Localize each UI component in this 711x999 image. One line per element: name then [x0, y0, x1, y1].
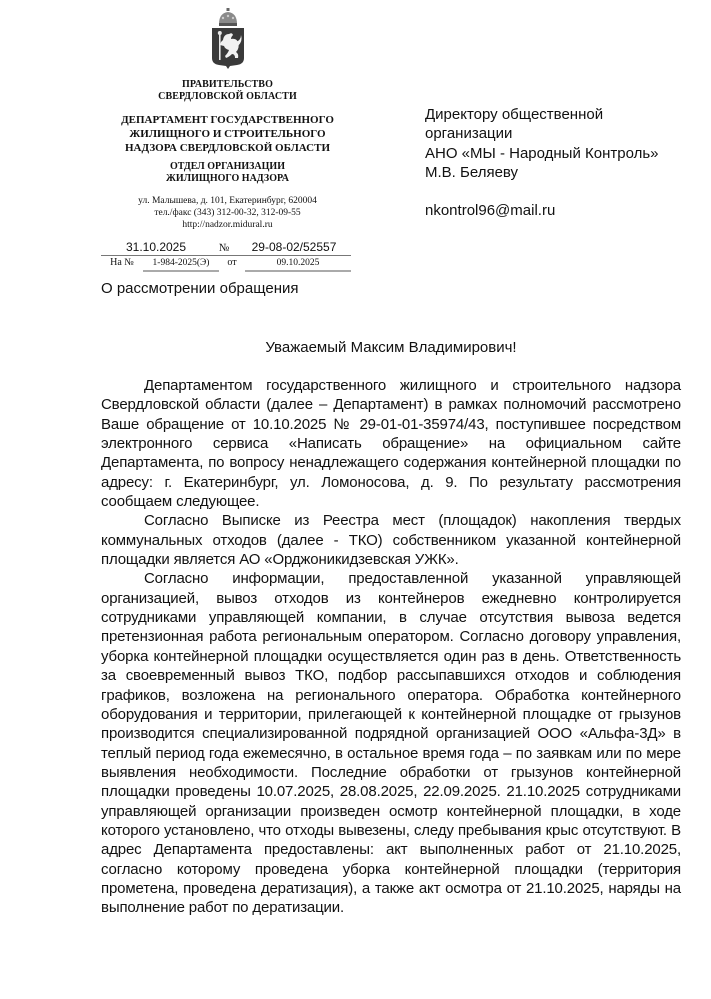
unit-title-line: ЖИЛИЩНОГО НАДЗОРА: [165, 173, 290, 184]
reply-reference-row: [101, 257, 351, 273]
letterhead: [95, 8, 360, 231]
registration-block: [101, 240, 351, 273]
department-title-line: ДЕПАРТАМЕНТ ГОСУДАРСТВЕННОГО: [121, 114, 334, 126]
unit-title: [95, 161, 360, 185]
reply-to-label: На №: [110, 257, 134, 268]
letter-body: [101, 376, 681, 918]
department-title-line: ЖИЛИЩНОГО И СТРОИТЕЛЬНОГО: [129, 128, 326, 140]
body-paragraph: Департаментом государственного жилищного и строительного надзора Свердловской области (далее – Департамент) в рамках полномочий рассмотрено Ваше обращение от 10.10.2025 № 29-01-01-35974/43, поступившее посредством электронного сервиса «Написать обращение» на официальном сайте Департамента, по вопросу ненадлежащего содержания контейнерной площадки по адресу: г. Екатеринбург, ул. Ломоносова, д. 9. По результату рассмотрения сообщаем следующее.: [101, 377, 681, 511]
body-paragraph: Согласно информации, предоставленной указанной управляющей организацией, вывоз отходов из контейнеров ежедневно контролируется сотрудниками управляющей компании, в случае отсутствия вывоза ведется претензионная работа региональным оператором. Согласно договору управления, уборка контейнерной площадки осуществляется один раз в день. Ответственность за своевременный вывоз ТКО, подбор рассыпавшихся отходов и соблюдения графиков, возложена на регионального оператора. Обработка контейнерного оборудования и территории, прилегающей к контейнерной площадке от грызунов производится специализированной подрядной организацией ООО «Альфа-3Д» в теплый период года ежемесячно, в остальное время года – по заявкам или по мере выявления необходимости. Последние обработки от грызунов контейнерной площадки проведены 10.07.2025, 28.08.2025, 22.09.2025. 21.10.2025 сотрудниками управляющей организации произведен осмотр контейнерной площадки, в ходе которого установлено, что отходы вывезены, следу пребывания крыс отсутствуют. В адрес Департамента предоставлены: акт выполненных работ от 21.10.2025, согласно которому проведена уборка контейнерной площадки (территория прометена, проведена дератизация), а также акт осмотра от 21.10.2025, наряды на выполнение работ по дератизации.: [101, 570, 681, 917]
recipient-email[interactable]: nkontrol96@mail.ru: [425, 202, 556, 220]
address: ул. Малышева, д. 101, Екатеринбург, 620004: [138, 196, 317, 206]
reply-to-number: 1-984-2025(Э): [143, 258, 219, 272]
from-label: от: [227, 257, 237, 268]
recipient-line: организации: [425, 125, 513, 143]
body-paragraph: Согласно Выписке из Реестра мест (площадок) накопления твердых коммунальных отходов (далее - ТКО) собственником указанной контейнерной площадки является АО «Орджоникидзевская УЖК».: [101, 512, 681, 569]
department-title-line: НАДЗОРА СВЕРДЛОВСКОЙ ОБЛАСТИ: [124, 142, 331, 154]
recipient-line: АНО «МЫ - Народный Контроль»: [425, 144, 659, 162]
contacts: [95, 195, 360, 231]
recipient-block: [425, 105, 695, 220]
outgoing-date: 31.10.2025: [125, 240, 187, 254]
number-label: №: [218, 242, 230, 254]
registration-row: [101, 240, 351, 256]
department-title: [95, 113, 360, 155]
phone: тел./факс (343) 312-00-32, 312-09-55: [154, 208, 301, 218]
government-title-line: СВЕРДЛОВСКОЙ ОБЛАСТИ: [158, 91, 297, 102]
website-link[interactable]: http://nadzor.midural.ru: [182, 220, 273, 230]
government-title-line: ПРАВИТЕЛЬСТВО: [182, 79, 273, 90]
unit-title-line: ОТДЕЛ ОРГАНИЗАЦИИ: [170, 161, 285, 172]
subject-line: О рассмотрении обращения: [101, 280, 299, 297]
greeting: Уважаемый Максим Владимирович!: [265, 339, 517, 356]
recipient-line: М.В. Беляеву: [425, 163, 519, 181]
recipient-line: Директору общественной: [425, 106, 604, 123]
government-title: [95, 79, 360, 103]
outgoing-number: 29-08-02/52557: [251, 240, 337, 254]
sverdlovsk-coat-of-arms-icon: [210, 8, 246, 70]
reply-to-date: 09.10.2025: [245, 258, 351, 272]
